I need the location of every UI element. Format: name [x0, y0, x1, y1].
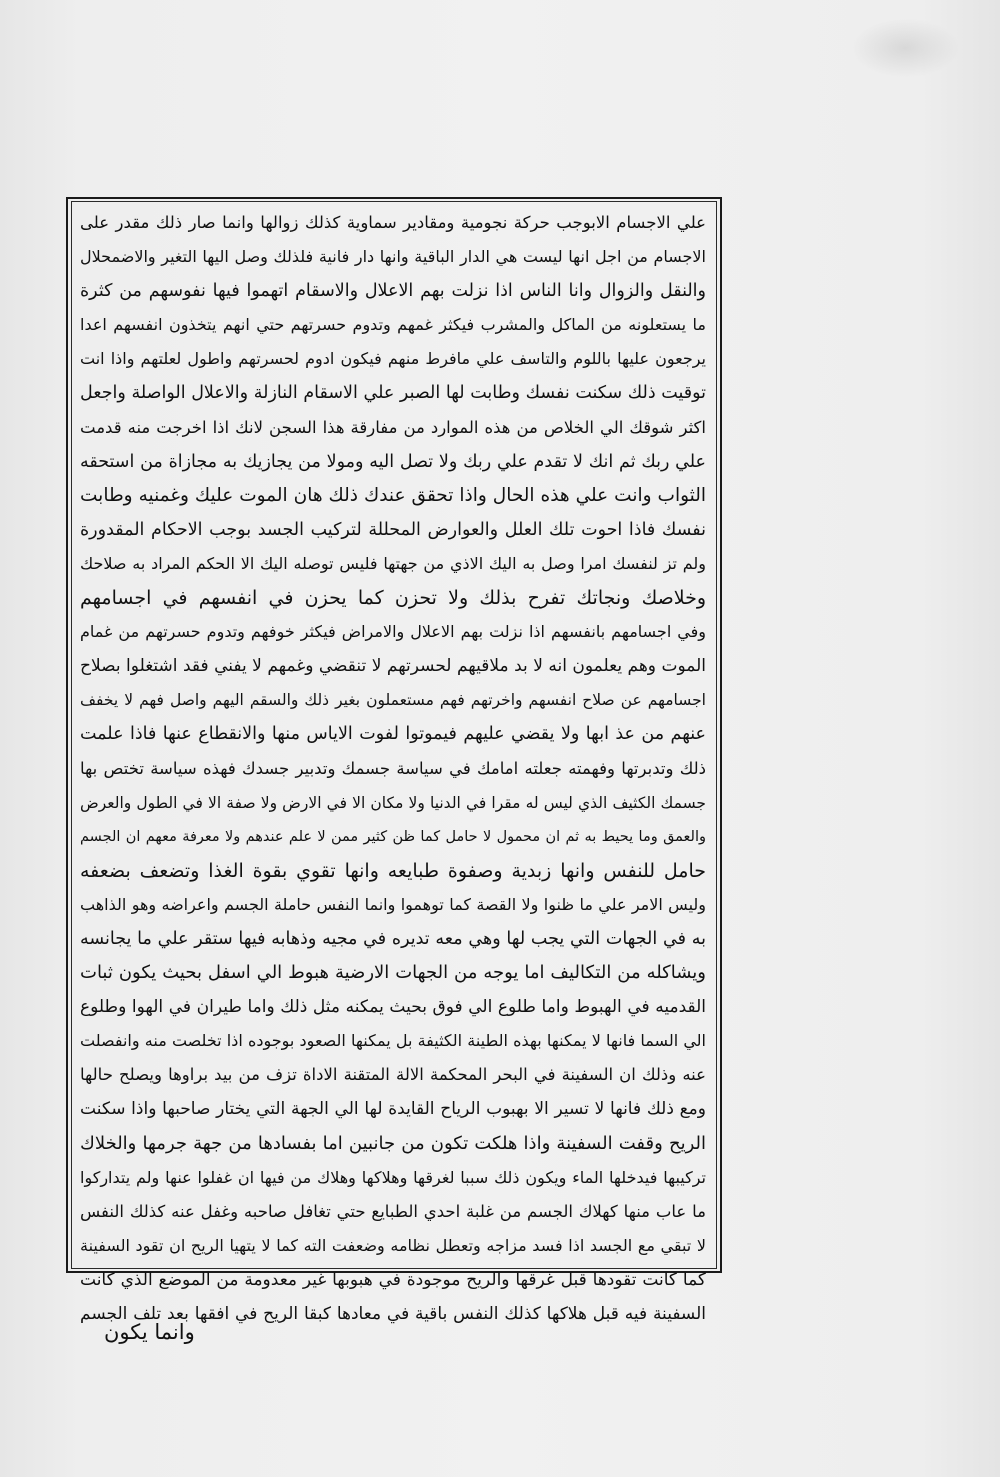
text-line: علي ربك ثم انك لا تقدم علي ربك ولا تصل اليه ومولا من يجازيك به مجازاة من استحقه — [80, 451, 706, 472]
text-line: عنهم من عذ ابها ولا يقضي عليهم فيموتوا لفوت الاياس منها والانقطاع عنها فاذا علمت — [80, 724, 706, 745]
text-line: الي السما فانها لا يمكنها بهذه الطينة الكثيفة بل يمكنها الصعود بوجوده اذا تخلصت منه وانفصلت — [80, 1031, 706, 1051]
text-line: كما كانت تقودها قبل غرقها والريح موجودة في هبوبها غير معدومة من الموضع الذي كانت — [80, 1269, 706, 1290]
text-line: عنه وذلك ان السفينة في البحر المحكمة الالة المتقنة الاداة تزف من بيد براوها ويصلح حالها — [80, 1065, 706, 1085]
text-line: ما يستعلونه من الماكل والمشرب فيكثر غمهم وتدوم حسرتهم حتي انهم يتخذون انفسهم اعدا — [80, 315, 706, 335]
text-line: يرجعون عليها باللوم والتاسف علي مافرط منهم فيكون ادوم لحسرتهم واطول لعلتهم واذا انت — [80, 349, 706, 369]
text-line: تركيبها فيدخلها الماء ويكون ذلك سببا لغرقها وهلاكها وهلاك من فيها ان غفلوا عنها ولم يتداركوا — [80, 1167, 706, 1187]
text-line: الريح وقفت السفينة واذا هلكت تكون من جانبين اما بفسادها من جهة جرمها والخلاك — [80, 1132, 706, 1154]
text-line: ومع ذلك فانها لا تسير الا بهبوب الرياح القايدة لها الي الجهة التي يختار صاحبها واذا سكنت — [80, 1099, 706, 1120]
text-line: الاجسام من اجل انها ليست هي الدار الباقية وانها دار فانية فلذلك وصل اليها التغير والاضمحلال — [80, 247, 706, 267]
text-line: ولم تز لنفسك امرا وصل به اليك الاذي من جهتها فليس توصله اليك الا الحكم المراد به صلاحك — [80, 553, 706, 573]
text-line: ويشاكله من التكاليف اما يوجه من الجهات الارضية هبوط الي اسفل بحيث يكون ثبات — [80, 962, 706, 984]
text-line: وفي اجسامهم بانفسهم اذا نزلت بهم الاعلال والامراض فيكثر خوفهم وتدوم حسرتهم من غمام — [80, 622, 706, 642]
paper-stain — [850, 18, 960, 78]
text-line: ذلك وتدبرتها وفهمته جعلته امامك في سياسة جسمك وتدبير جسدك فهذه سياسة تختص بها — [80, 758, 706, 778]
catchword: وانما يكون — [104, 1320, 195, 1344]
text-line: لا تبقي مع الجسد اذا فسد مزاجه وتعطل نظامه وضعفت الته كما لا يتهيا الريح ان تقود السفينة — [80, 1235, 706, 1255]
text-line: وليس الامر علي ما ظنوا ولا القصة كما توهموا وانما النفس حاملة الجسم واعراضه وهو الذاهب — [80, 894, 706, 914]
text-line: القدميه في الهبوط واما طلوع الي فوق بحيث يمكنه مثل ذلك واما طيران في الهوا وطلوع — [80, 997, 706, 1018]
manuscript-text-block — [80, 206, 706, 1324]
text-line: علي الاجسام الابوجب حركة نجومية ومقادير سماوية كذلك زوالها وانما صار ذلك مقدر على — [80, 213, 706, 232]
text-line: به في الجهات التي يجب لها وهي معه تديره في مجيه وذهابه فيها ستقر علي ما يجانسه — [80, 928, 706, 949]
text-line: توقيت ذلك سكنت نفسك وطابت لها الصبر علي الاسقام النازلة والاعلال الواصلة واجعل — [80, 383, 706, 404]
text-line: نفسك فاذا احوت تلك العلل والعوارض المحللة لتركيب الجسد بوجب الاحكام المقدورة — [80, 519, 706, 540]
text-line: اجسامهم عن صلاح انفسهم واخرتهم فهم مستعملون بغير ذلك والسقم اليهم واصل فهم لا يخفف — [80, 691, 706, 710]
text-line: والعمق وما يحيط به ثم ان محمول لا حامل كما ظن كثير ممن لا علم عندهم ولا معرفة معهم ان الجسم — [80, 828, 706, 845]
text-line: حامل للنفس وانها زبدية وصفوة طبايعه وانها تقوي بقوة الغذا وتضعف بضعفه — [80, 859, 706, 882]
text-line: ما عاب منها كهلاك الجسم من غلبة احدي الطبايع حتي تغافل صاحبه وغفل عنه كذلك النفس — [80, 1201, 706, 1221]
text-line: وخلاصك ونجاتك تفرح بذلك ولا تحزن كما يحزن في انفسهم في اجسامهم — [80, 587, 706, 610]
text-line: الثواب وانت علي هذه الحال واذا تحقق عندك ذلك هان الموت عليك وغمنيه وطابت — [80, 484, 706, 506]
text-line: الموت وهم يعلمون انه لا بد ملاقيهم لحسرتهم لا تنقضي وغمهم لا يفني فقد اشتغلوا بصلاح — [80, 656, 706, 677]
text-line: السفينة فيه قبل هلاكها كذلك النفس باقية في معادها كبقا الريح في افقها بعد تلف الجسم — [80, 1304, 706, 1324]
text-line: اكثر شوقك الي الخلاص من هذه الموارد من مفارقة هذا السجن لانك اذا اخرجت منه قدمت — [80, 417, 706, 437]
text-line: والنقل والزوال وانا الناس اذا نزلت بهم الاعلال والاسقام اتهموا فيها نفوسهم من كثرة — [80, 281, 706, 302]
text-line: جسمك الكثيف الذي ليس له مقرا في الدنيا ولا مكان الا في الارض ولا صفة الا في الطول والعرض — [80, 793, 706, 812]
